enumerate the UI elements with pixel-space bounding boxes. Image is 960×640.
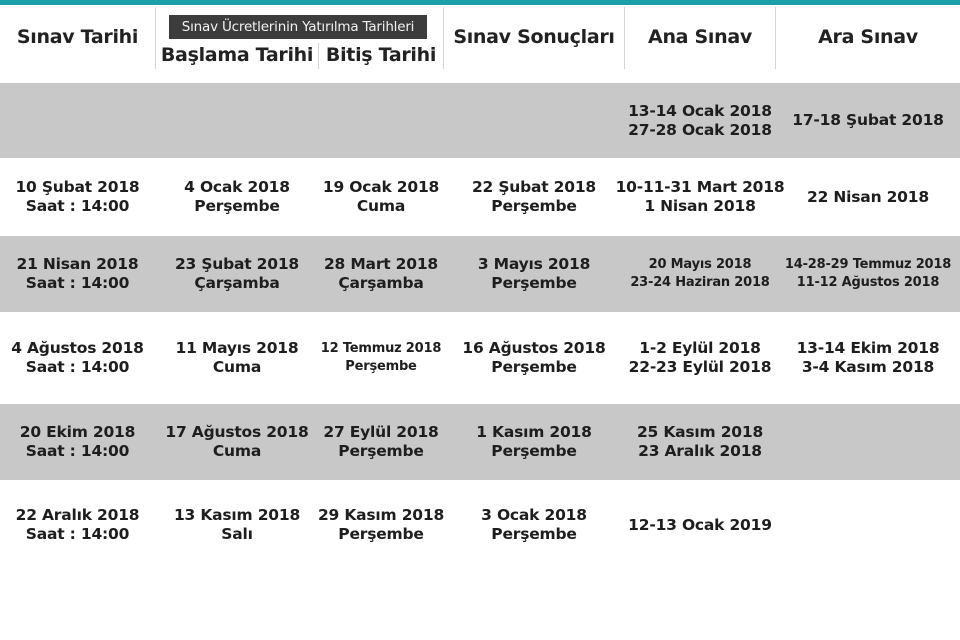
cell-ana-sinav: 12-13 Ocak 2019	[628, 515, 772, 534]
header-sinav-sonuclari: Sınav Sonuçları	[453, 26, 615, 48]
cell-bitis: 28 Mart 2018 Çarşamba	[323, 255, 439, 292]
cell-bitis: 27 Eylül 2018 Perşembe	[323, 423, 439, 460]
table-row	[0, 158, 960, 236]
table-row	[0, 236, 960, 312]
cell-ana-sinav: 1-2 Eylül 2018 22-23 Eylül 2018	[628, 339, 772, 376]
header-fee-period-group: Sınav Ücretlerinin Yatırılma Tarihleri	[169, 15, 427, 39]
table-row	[0, 83, 960, 158]
cell-ara-sinav: 22 Nisan 2018	[807, 187, 929, 206]
cell-baslama: 4 Ocak 2018 Perşembe	[184, 178, 290, 215]
header-sinav-tarihi: Sınav Tarihi	[16, 26, 139, 48]
cell-sinav-tarihi: 10 Şubat 2018 Saat : 14:00	[15, 178, 140, 215]
cell-sonuclar: 1 Kasım 2018 Perşembe	[476, 423, 592, 460]
cell-baslama: 17 Ağustos 2018 Cuma	[165, 423, 309, 460]
cell-sonuclar: 3 Mayıs 2018 Perşembe	[477, 255, 591, 292]
cell-baslama: 11 Mayıs 2018 Cuma	[175, 339, 299, 376]
cell-ara-sinav	[776, 404, 960, 480]
cell-ara-sinav: 17-18 Şubat 2018	[792, 111, 944, 129]
cell-baslama: 13 Kasım 2018 Salı	[173, 506, 301, 543]
cell-bitis	[319, 83, 443, 158]
cell-bitis: 29 Kasım 2018 Perşembe	[317, 506, 445, 543]
cell-ara-sinav	[776, 480, 960, 570]
cell-sonuclar: 16 Ağustos 2018 Perşembe	[462, 339, 606, 376]
cell-ara-sinav: 14-28-29 Temmuz 2018 11-12 Ağustos 2018	[784, 257, 952, 290]
cell-ana-sinav: 10-11-31 Mart 2018 1 Nisan 2018	[615, 178, 785, 215]
cell-ana-sinav: 20 Mayıs 2018 23-24 Haziran 2018	[630, 257, 770, 290]
header-baslama-tarihi: Başlama Tarihi	[160, 44, 314, 66]
table-header	[0, 5, 960, 83]
cell-sonuclar: 22 Şubat 2018 Perşembe	[471, 178, 597, 215]
table-row	[0, 312, 960, 404]
cell-bitis: 12 Temmuz 2018 Perşembe	[320, 341, 442, 374]
cell-sinav-tarihi: 22 Aralık 2018 Saat : 14:00	[15, 506, 140, 543]
cell-baslama: 23 Şubat 2018 Çarşamba	[174, 255, 300, 292]
cell-sinav-tarihi	[0, 83, 155, 158]
cell-ara-sinav: 13-14 Ekim 2018 3-4 Kasım 2018	[796, 339, 940, 376]
cell-ana-sinav: 25 Kasım 2018 23 Aralık 2018	[636, 423, 764, 460]
cell-ana-sinav: 13-14 Ocak 2018 27-28 Ocak 2018	[628, 101, 772, 139]
cell-baslama	[156, 83, 318, 158]
cell-sonuclar	[444, 83, 624, 158]
cell-bitis: 19 Ocak 2018 Cuma	[322, 178, 440, 215]
table-row	[0, 404, 960, 480]
cell-sinav-tarihi: 20 Ekim 2018 Saat : 14:00	[19, 423, 136, 460]
header-ara-sinav: Ara Sınav	[818, 26, 918, 48]
header-ana-sinav: Ana Sınav	[648, 26, 752, 48]
cell-sonuclar: 3 Ocak 2018 Perşembe	[481, 506, 587, 543]
cell-sinav-tarihi: 4 Ağustos 2018 Saat : 14:00	[11, 339, 144, 376]
cell-sinav-tarihi: 21 Nisan 2018 Saat : 14:00	[16, 255, 139, 292]
table-row	[0, 480, 960, 570]
header-bitis-tarihi: Bitiş Tarihi	[325, 44, 437, 66]
